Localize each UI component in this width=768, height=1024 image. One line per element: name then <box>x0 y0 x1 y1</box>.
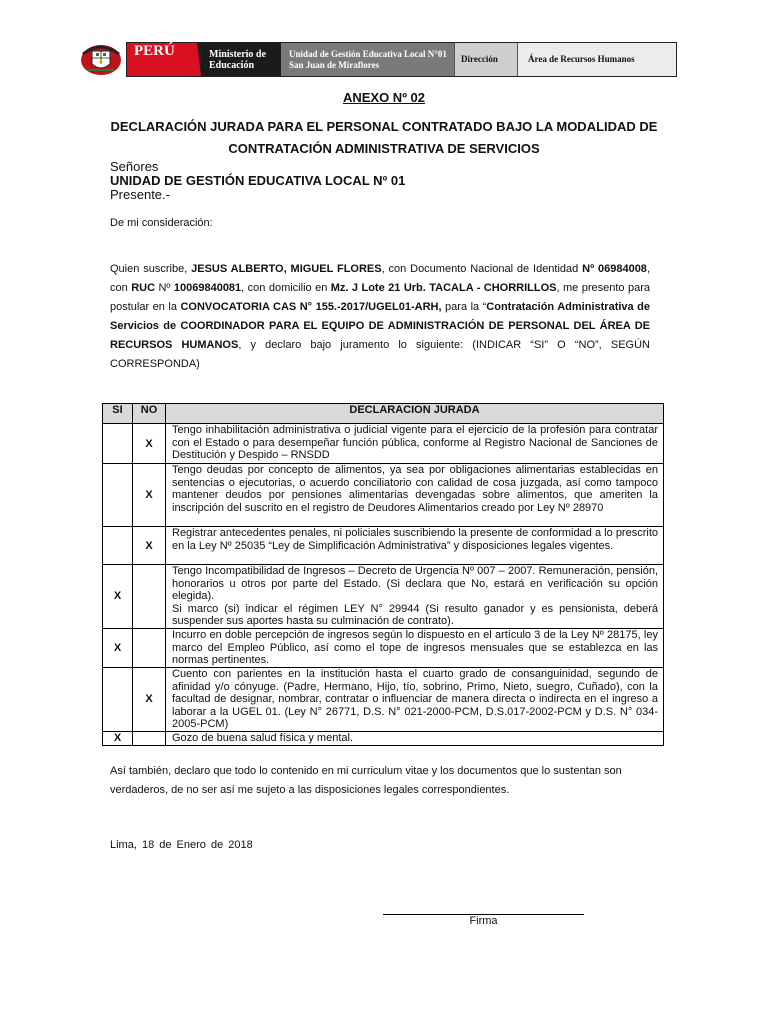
institution-banner <box>126 42 677 77</box>
no-mark <box>133 565 166 629</box>
ministry-label: Ministerio de Educación <box>201 43 281 76</box>
declaration-table <box>102 403 664 746</box>
table-row <box>103 424 664 464</box>
no-mark: X <box>133 464 166 527</box>
no-mark: X <box>133 424 166 464</box>
declaration-text: Tengo inhabilitación administrativa o judicial vigente para el ejercicio de la profesión para contratar con el Estado o para desempeñar función pública, conforme al Registro Nacional de Sanciones de Destitución y Despido – RNSDD <box>166 424 664 464</box>
country-label: PERÚ <box>127 43 201 76</box>
table-row <box>103 731 664 745</box>
declaration-text: Tengo deudas por concepto de alimentos, ya sea por obligaciones alimentarias establecidas en sentencias o ejecutorias, o acuerdo conciliatorio con calidad de cosa juzgada, así como tampoco mantener deudos por pensiones alimentarias devengadas sobre alimentos, que ameriten la inscripción del suscrito en el registro de Deudores Alimentarios creado por Ley Nº 28970 <box>166 464 664 527</box>
intro-paragraph: Quien suscribe, JESUS ALBERTO, MIGUEL FLORES, con Documento Nacional de Identidad Nº 06984008, con RUC Nº 10069840081, con domicilio en Mz. J Lote 21 Urb. TACALA - CHORRILLOS, me presento para postular en la CONVOCATORIA CAS N° 155.-2017/UGEL01-ARH, para la “Contratación Administrativa de Servicios de COORDINADOR PARA EL EQUIPO DE ADMINISTRACIÓN DE PERSONAL DEL ÁREA DE RECURSOS HUMANOS, y declaro bajo juramento lo siguiente: (INDICAR “SI” O “NO”, SEGÚN CORRESPONDA) <box>110 263 650 370</box>
table-row <box>103 667 664 731</box>
table-row <box>103 527 664 565</box>
si-mark: X <box>103 565 133 629</box>
col-declaration-header: DECLARACION JURADA <box>166 404 664 424</box>
document-title: DECLARACIÓN JURADA PARA EL PERSONAL CONTRATADO BAJO LA MODALIDAD DE CONTRATACIÓN ADMINISTRATIVA DE SERVICIOS <box>110 119 658 156</box>
peru-coat-of-arms-icon <box>78 42 124 77</box>
unit-label: Unidad de Gestión Educativa Local N°01 San Juan de Miraflores <box>281 43 454 76</box>
table-row <box>103 565 664 629</box>
dni-number: Nº 06984008 <box>582 263 647 275</box>
applicant-name: JESUS ALBERTO, MIGUEL FLORES <box>191 263 382 275</box>
consideration-line: De mi consideración: <box>110 217 213 229</box>
closing-paragraph: Así también, declaro que todo lo contenido en mi curriculum vitae y los documentos que lo sustentan son verdaderos, de no ser así me sujeto a las disposiciones legales correspondientes. <box>110 765 622 796</box>
salutation: Señores <box>110 159 159 174</box>
recipient-name: UNIDAD DE GESTIÓN EDUCATIVA LOCAL Nº 01 <box>110 173 406 188</box>
declaration-text: Cuento con parientes en la institución hasta el cuarto grado de consanguinidad, segundo de afinidad y/o cónyuge. (Padre, Hermano, Hijo, tío, sobrino, Primo, Nieto, suegro, Cuñado), con la facultad de designar, nombrar, contratar o influenciar de manera directa o indirecta en el ingreso a laborar a la UGEL 01. (Ley N° 26771, D.S. N° 021-2000-PCM, D.S.017-2002-PCM y D.S. N° 034-2005-PCM) <box>166 667 664 731</box>
col-si-header: SI <box>103 404 133 424</box>
no-mark: X <box>133 667 166 731</box>
direction-label: Dirección <box>454 43 518 76</box>
place-date: Lima, 18 de Enero de 2018 <box>110 839 253 851</box>
declaration-text: Incurro en doble percepción de ingresos según lo dispuesto en el artículo 3 de la Ley Nº 28175, ley marco del Empleo Público, así como el tope de ingresos mensuales que se establezca en las normas pertinentes. <box>166 628 664 667</box>
signature-label: Firma <box>469 915 498 927</box>
col-no-header: NO <box>133 404 166 424</box>
no-mark: X <box>133 527 166 565</box>
table-row <box>103 628 664 667</box>
si-mark <box>103 424 133 464</box>
call-reference: CONVOCATORIA CAS N° 155.-2017/UGEL01-ARH, <box>180 301 442 313</box>
si-mark: X <box>103 628 133 667</box>
ruc-number: 10069840081 <box>173 282 242 294</box>
recipient-block <box>110 160 405 202</box>
no-mark <box>133 628 166 667</box>
declaration-text: Registrar antecedentes penales, ni policiales suscribiendo la presente de conformidad a lo prescrito en la Ley Nº 25035 “Ley de Simplificación Administrativa” y disposiciones legales vigentes. <box>166 527 664 565</box>
declaration-text: Gozo de buena salud física y mental. <box>166 731 664 745</box>
no-mark <box>133 731 166 745</box>
table-row <box>103 464 664 527</box>
si-mark <box>103 527 133 565</box>
address: Mz. J Lote 21 Urb. TACALA - CHORRILLOS <box>330 282 557 294</box>
si-mark <box>103 464 133 527</box>
declaration-text: Tengo Incompatibilidad de Ingresos – Decreto de Urgencia Nº 007 – 2007. Remuneración, pensión, honorarios u otros por parte del Estado. (Si declara que No, estará en verificación su opción elegida). Si marco (si) indicar el régimen LEY N° 29944 (Si resulto ganador y es pensionista, deberá suspender sus aportes hasta su culminación de contrato). <box>166 565 664 629</box>
header-bar <box>78 42 677 77</box>
position-name: Contratación Administrativa de Servicios de COORDINADOR PARA EL EQUIPO DE ADMINISTRACIÓN DE PERSONAL DEL ÁREA DE RECURSOS HUMANOS <box>110 301 650 351</box>
presente-label: Presente.- <box>110 187 170 202</box>
annex-title: ANEXO Nº 02 <box>342 90 426 105</box>
si-mark: X <box>103 731 133 745</box>
table-header-row <box>103 404 664 424</box>
si-mark <box>103 667 133 731</box>
area-label: Área de Recursos Humanos <box>518 43 676 76</box>
